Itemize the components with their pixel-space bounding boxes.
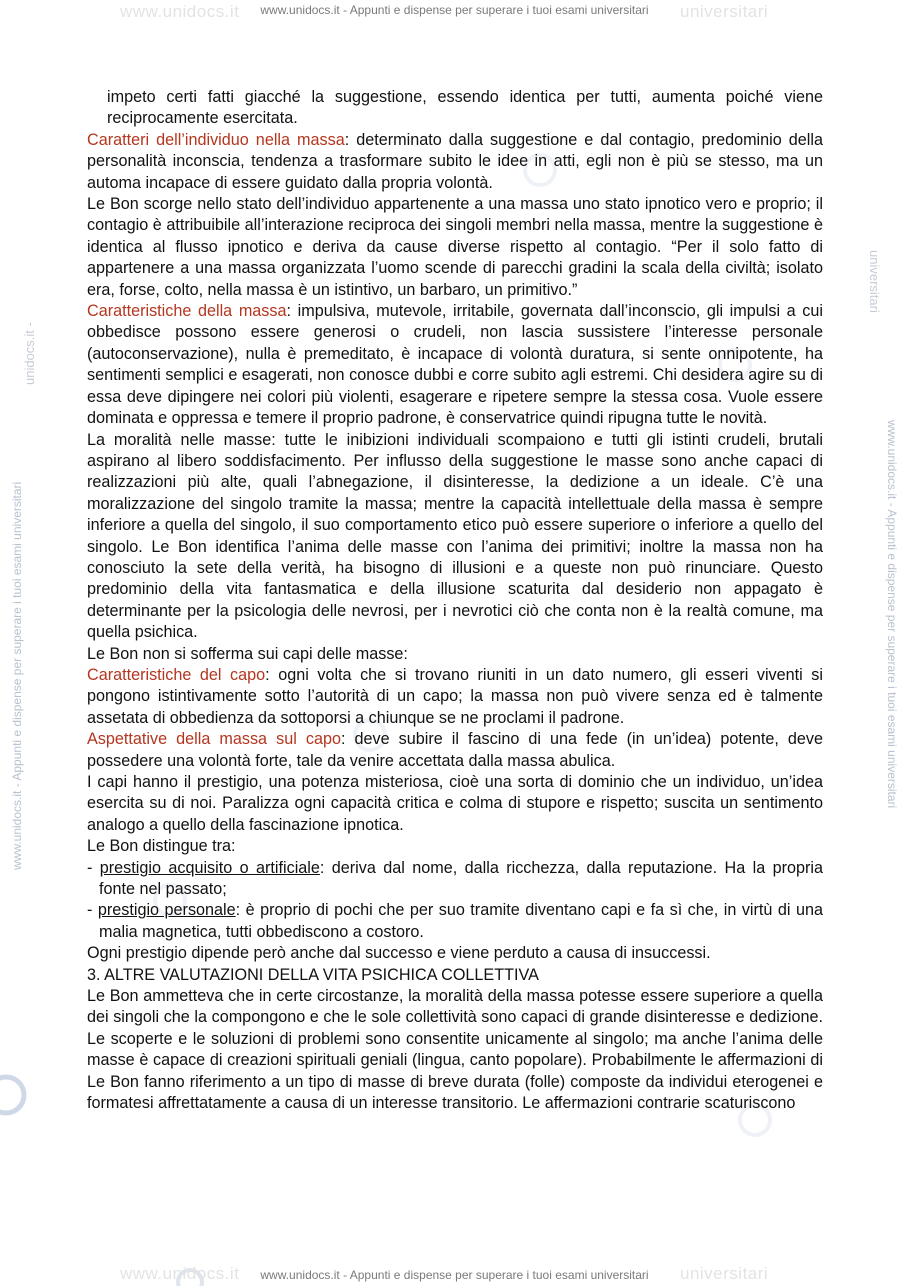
- section-heading: 3. ALTRE VALUTAZIONI DELLA VITA PSICHICA COLLETTIVA: [87, 965, 539, 984]
- side-watermark-left: www.unidocs.it - Appunti e dispense per superare i tuoi esami universitari: [10, 481, 24, 870]
- watermark-logo-icon: [0, 1070, 30, 1120]
- paragraph: Le Bon non si sofferma sui capi delle masse:: [87, 644, 408, 663]
- paragraph: Ogni prestigio dipende però anche dal successo e viene perduto a causa di insuccessi.: [87, 944, 711, 963]
- paragraph: Le Bon distingue tra:: [87, 837, 236, 856]
- side-watermark-right-secondary: universitari: [867, 250, 882, 313]
- list-text: : deriva dal nome, dalla ricchezza, dalla reputazione. Ha la propria fonte nel passato;: [99, 858, 823, 899]
- paragraph: Le Bon ammetteva che in certe circostanze, la moralità della massa potesse essere superiore a quella dei singoli che la compongono e che le sole collettività sono capaci di grande disinteresse e dedizione. Le scoperte e le soluzioni di problemi sono consentite unicamente al singolo; ma anche l’anima delle masse è capace di creazioni spirituali geniali (lingua, canto popolare). Probabilmente le affermazioni di Le Bon fanno riferimento a un tipo di masse di breve durata (folle) composte da individui eterogenei e formatesi affrettatamente a causa di un interesse transitorio. Le affermazioni contrarie scaturiscono: [87, 987, 823, 1113]
- list-dash: -: [87, 858, 100, 877]
- footer-watermark: www.unidocs.it - Appunti e dispense per superare i tuoi esami universitari: [260, 1268, 649, 1282]
- paragraph: Le Bon scorge nello stato dell’individuo appartenente a una massa uno stato ipnotico vero e proprio; il contagio è attribuibile all’interazione reciproca dei singoli membri nella massa, mentre la suggestione è identica al flusso ipnotico e deriva da cause diverse rispetto al contagio. “Per il solo fatto di appartenere a una massa organizzata l’uomo scende di parecchi gradini la scala della civiltà; isolato era, forse, colto, nella massa è un istintivo, un barbaro, un primitivo.”: [87, 195, 823, 299]
- list-term: prestigio acquisito o artificiale: [99, 858, 320, 877]
- paragraph: impeto certi fatti giacché la suggestione, essendo identica per tutti, aumenta poiché viene reciprocamente esercitata.: [107, 88, 823, 128]
- paragraph-text: : ogni volta che si trovano riuniti in un dato numero, gli esseri viventi si pongono istintivamente sotto l’autorità di un capo; la massa non può vivere senza ed è talmente assetata di obbedienza da sottoporsi a chiunque se ne proclami il padrone.: [87, 665, 823, 727]
- ghost-watermark-bottom-right: universitari: [680, 1264, 769, 1283]
- paragraph: La moralità nelle masse: tutte le inibizioni individuali scompaiono e tutti gli istinti crudeli, brutali aspirano al libero soddisfacimento. Per influsso della suggestione le masse sono anche capaci di realizzazioni più alte, quali l’abnegazione, il disinteresse, la dedizione a un ideale. C’è una moralizzazione del singolo tramite la massa; mentre la capacità intellettuale della massa è sempre inferiore a quella del singolo, il suo comportamento etico può essere superiore o inferiore a quello del singolo. Le Bon identifica l’anima delle masse con l’anima dei primitivi; inoltre la massa non ha conosciuto la sete della verità, ha bisogno di illusioni e a queste non può rinunciare. Questo predominio della vita fantasmatica e della illusione scaturita dal desiderio non appagato è determinante per la psicologia delle nevrosi, per i nevrotici ciò che conta non è la realtà comune, ma quella psichica.: [87, 430, 823, 642]
- section-label: Caratteristiche della massa: [87, 302, 287, 321]
- paragraph: [87, 665, 823, 729]
- paragraph: [87, 130, 823, 194]
- paragraph-text: : impulsiva, mutevole, irritabile, governata dall’inconscio, gli impulsi a cui obbedisce possono essere generosi o crudeli, non lascia sussistere l’interesse personale (autoconservazione), nulla è premeditato, è incapace di volontà duratura, si sente onnipotente, ha sentimenti semplici e esagerati, non conosce dubbi e corre subito agli estremi. Chi desidera agire su di essa deve dipingere nei colori più violenti, esagerare e ripetere sempre la stessa cosa. Vuole essere dominata e oppressa e temere il proprio padrone, è conservatrice quindi ripugna tutte le novità.: [87, 302, 824, 428]
- paragraph-text: : deve subire il fascino di una fede (in un’idea) potente, deve possedere una volontà forte, tale da venire accettata dalla massa abulica.: [87, 730, 824, 770]
- ghost-watermark-left: www.unidocs.it: [120, 2, 240, 21]
- section-label: Caratteristiche del capo: [87, 665, 266, 684]
- list-dash: -: [87, 901, 98, 920]
- paragraph: [87, 729, 823, 772]
- section-label: Caratteri dell’individuo nella massa: [87, 130, 345, 149]
- paragraph-text: : determinato dalla suggestione e dal contagio, predominio della personalità inconscia, tendenza a trasformare subito le idee in atti, egli non è più se stesso, ma un automa incapace di essere guidato dalla propria volontà.: [87, 130, 823, 192]
- ghost-watermark-bottom-left: www.unidocs.it: [120, 1264, 240, 1283]
- document-body: [87, 87, 823, 1115]
- paragraph: I capi hanno il prestigio, una potenza misteriosa, cioè una sorta di dominio che un individuo, un’idea esercita su di noi. Paralizza ogni capacità critica e colma di stupore e rispetto; suscita un sentimento analogo a quello della fascinazione ipnotica.: [87, 773, 823, 834]
- side-watermark-left-secondary: unidocs.it -: [22, 322, 37, 385]
- paragraph: [87, 301, 823, 429]
- list-term: prestigio personale: [97, 901, 236, 920]
- list-text: : è proprio di pochi che per suo tramite diventano capi e fa sì che, in virtù di una malia magnetica, tutti obbediscono a costoro.: [99, 901, 823, 941]
- header-watermark: www.unidocs.it - Appunti e dispense per superare i tuoi esami universitari: [260, 3, 649, 17]
- list-item: [87, 900, 823, 943]
- ghost-watermark-right: universitari: [680, 2, 769, 21]
- list-item: [87, 858, 823, 901]
- section-label: Aspettative della massa sul capo: [87, 730, 341, 749]
- side-watermark-right: www.unidocs.it - Appunti e dispense per superare i tuoi esami universitari: [885, 420, 899, 809]
